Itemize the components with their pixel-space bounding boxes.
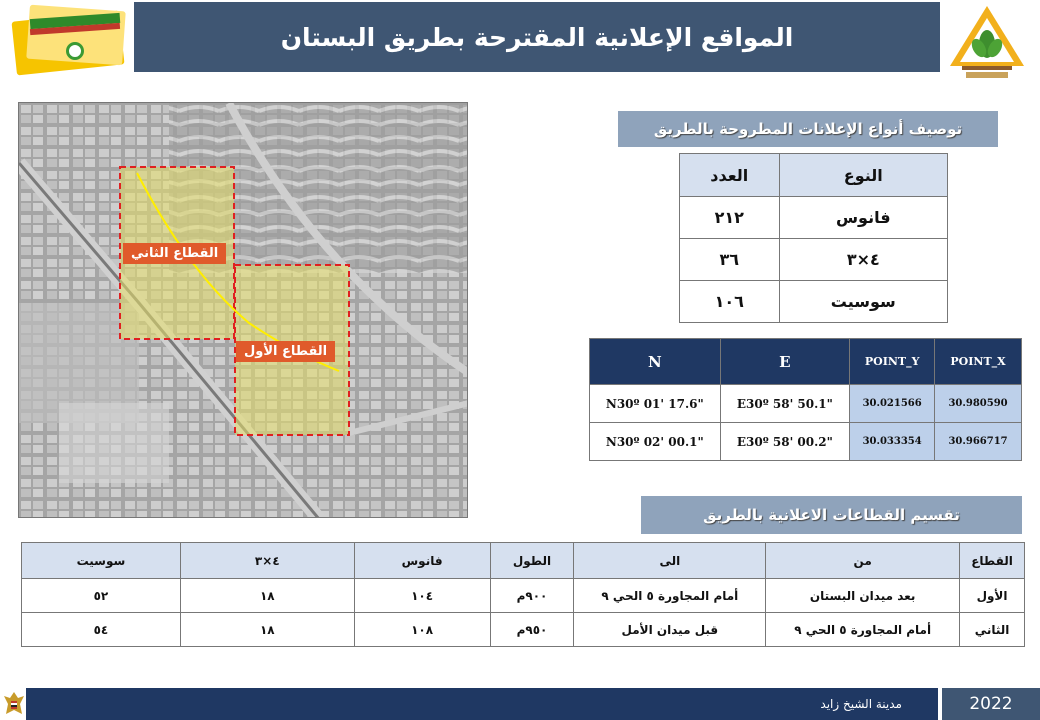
aerial-map bbox=[18, 102, 468, 518]
table-row: الأول بعد ميدان البستان أمام المجاورة ٥ الحي ٩ ٩٠٠م ١٠٤ ١٨ ٥٢ bbox=[22, 579, 1025, 613]
table-header: الطول bbox=[490, 543, 574, 579]
table-header: ٤×٣ bbox=[180, 543, 354, 579]
table-header: POINT_X bbox=[935, 339, 1022, 385]
table-row: فانوس ٢١٢ bbox=[680, 197, 948, 239]
coordinates-table bbox=[589, 338, 1022, 461]
table-header: القطاع bbox=[960, 543, 1025, 579]
footer-year-box bbox=[940, 688, 1040, 720]
table-row: الثاني أمام المجاورة ٥ الحي ٩ قبل ميدان الأمل ٩٥٠م ١٠٨ ١٨ ٥٤ bbox=[22, 613, 1025, 647]
egypt-eagle-icon bbox=[2, 688, 26, 720]
ministry-logo-icon bbox=[946, 4, 1028, 82]
footer-year: 2022 bbox=[969, 694, 1013, 714]
table-header: الى bbox=[574, 543, 766, 579]
table-header: POINT_Y bbox=[850, 339, 935, 385]
table-header: N bbox=[590, 339, 721, 385]
table-row: N30º 02' 00.1" E30º 58' 00.2" 30.033354 30.966717 bbox=[590, 423, 1022, 461]
sector-two-label: القطاع الثاني bbox=[123, 243, 226, 264]
sectors-heading: تقسيم القطاعات الاعلانية بالطريق bbox=[641, 496, 1022, 534]
table-header: من bbox=[766, 543, 960, 579]
sectors-table bbox=[21, 542, 1025, 647]
footer-city: مدينة الشيخ زايد bbox=[820, 697, 902, 711]
table-header: سوسيت bbox=[22, 543, 181, 579]
table-header: النوع bbox=[779, 154, 947, 197]
brand-badge-icon bbox=[6, 4, 128, 74]
footer-bar bbox=[26, 688, 938, 720]
sector-one-label: القطاع الأول bbox=[236, 341, 335, 362]
table-header: E bbox=[720, 339, 850, 385]
table-header: فانوس bbox=[354, 543, 490, 579]
ad-types-table bbox=[679, 153, 948, 323]
table-header: العدد bbox=[680, 154, 780, 197]
table-row: ٤×٣ ٣٦ bbox=[680, 239, 948, 281]
page-title-bar bbox=[134, 2, 940, 72]
table-row: N30º 01' 17.6" E30º 58' 50.1" 30.021566 30.980590 bbox=[590, 385, 1022, 423]
types-heading: توصيف أنواع الإعلانات المطروحة بالطريق bbox=[618, 111, 998, 147]
page-title: المواقع الإعلانية المقترحة بطريق البستان bbox=[280, 22, 794, 52]
table-row: سوسيت ١٠٦ bbox=[680, 281, 948, 323]
